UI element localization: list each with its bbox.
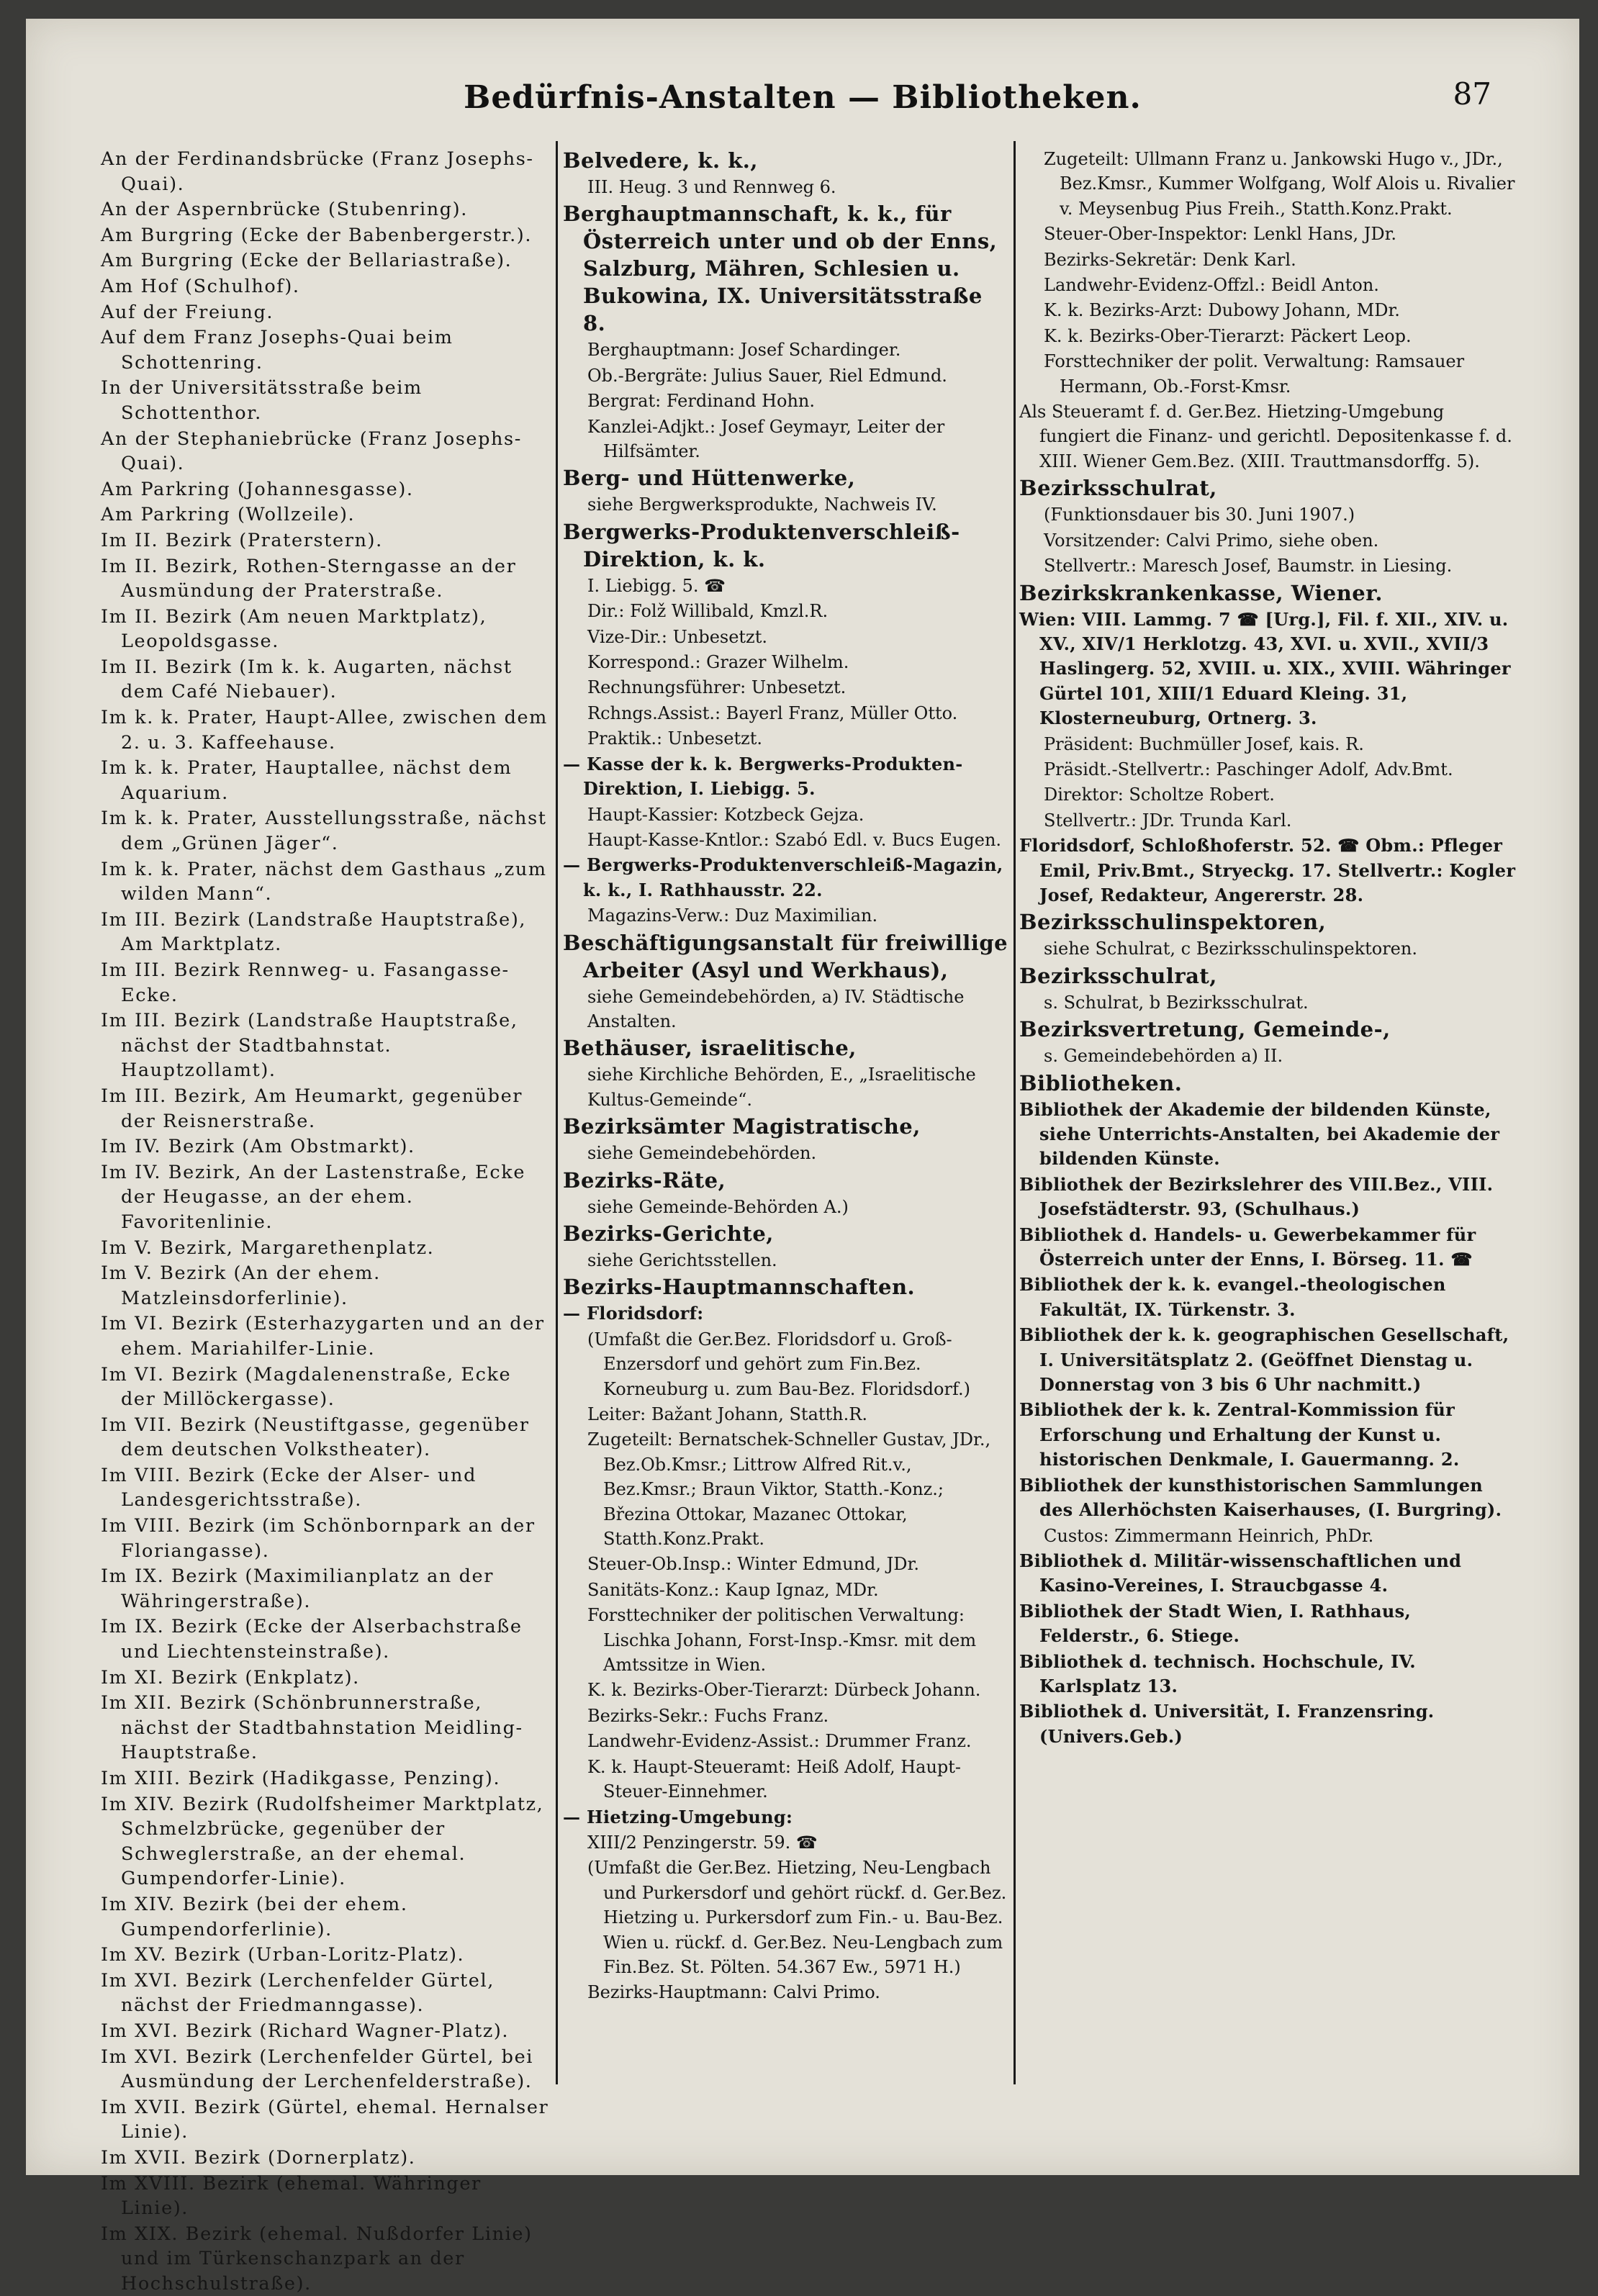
location-entry: Im VI. Bezirk (Esterhazygarten und an der ehem. Mariahilfer-Linie. <box>101 1313 545 1360</box>
detail-line: Berghauptmann: Josef Schardinger. <box>587 340 901 361</box>
subsection-heading: Bibliothek d. Handels- u. Gewerbekammer für Österreich unter der Enns, I. Börseg. 11. ☎ <box>1019 1224 1476 1270</box>
page-number: 87 <box>1453 76 1491 112</box>
location-entry: Im II. Bezirk (Am neuen Marktplatz), Leopoldsgasse. <box>101 605 487 653</box>
location-entry: Im II. Bezirk (Im k. k. Augarten, nächst dem Café Niebauer). <box>101 656 513 703</box>
subsection-heading: — Kasse der k. k. Bergwerks-Produkten-Direktion, I. Liebigg. 5. <box>563 753 963 800</box>
subsection-heading: Bibliothek der k. k. evangel.-theologischen Fakultät, IX. Türkenstr. 3. <box>1019 1274 1446 1320</box>
reference-line: siehe Gerichtsstellen. <box>587 1249 777 1270</box>
reference-line: s. Gemeindebehörden a) II. <box>1044 1046 1283 1067</box>
detail-line: Forsttechniker der politischen Verwaltung: Lischka Johann, Forst-Insp.-Kmsr. mit dem Amtssitze in Wien. <box>587 1605 977 1676</box>
location-entry: Im k. k. Prater, Hauptallee, nächst dem Aquarium. <box>101 757 513 804</box>
section-heading: Bezirks-Hauptmannschaften. <box>563 1275 916 1300</box>
subsection-heading: Bibliothek der Akademie der bildenden Künste, siehe Unterrichts-Anstalten, bei Akademie der bildenden Künste. <box>1019 1098 1500 1170</box>
detail-line: K. k. Bezirks-Ober-Tierarzt: Päckert Leop. <box>1044 325 1412 346</box>
page-title: Bedürfnis-Anstalten — Bibliotheken. <box>464 79 1142 116</box>
subsection-heading: Bibliothek der kunsthistorischen Sammlungen des Allerhöchsten Kaiserhauses, (I. Burgring). <box>1019 1474 1502 1521</box>
location-entry: Im VIII. Bezirk (Ecke der Alser- und Landesgerichtsstraße). <box>101 1464 477 1511</box>
section-heading: Bezirksschulinspektoren, <box>1019 910 1327 935</box>
location-entry: Im III. Bezirk Rennweg- u. Fasangasse-Ecke. <box>101 959 510 1006</box>
section-heading: Bezirksämter Magistratische, <box>563 1114 921 1139</box>
page-header <box>26 76 1579 137</box>
location-entry: Im II. Bezirk, Rothen-Sterngasse an der Ausmündung der Praterstraße. <box>101 555 517 602</box>
location-entry: Im VII. Bezirk (Neustiftgasse, gegenüber dem deutschen Volkstheater). <box>101 1414 530 1461</box>
location-entry: Im XIV. Bezirk (bei der ehem. Gumpendorferlinie). <box>101 1893 408 1940</box>
reference-line: siehe Gemeindebehörden, a) IV. Städtische Anstalten. <box>587 986 965 1031</box>
location-entry: Im VI. Bezirk (Magdalenenstraße, Ecke der Millöckergasse). <box>101 1363 512 1411</box>
section-heading: Bezirksschulrat, <box>1019 963 1217 988</box>
detail-line: K. k. Bezirks-Ober-Tierarzt: Dürbeck Johann. <box>587 1680 981 1701</box>
section-heading: Bezirks-Gerichte, <box>563 1221 774 1246</box>
detail-line: Bezirks-Sekr.: Fuchs Franz. <box>587 1705 829 1726</box>
location-entry: Im XVI. Bezirk (Richard Wagner-Platz). <box>101 2020 510 2042</box>
detail-line: Stellvertr.: Maresch Josef, Baumstr. in Liesing. <box>1044 556 1453 577</box>
subsection-heading: Bibliothek d. technisch. Hochschule, IV. Karlsplatz 13. <box>1019 1650 1416 1696</box>
subsection-heading: Bibliothek d. Universität, I. Franzensring. (Univers.Geb.) <box>1019 1701 1435 1747</box>
location-entry: Auf dem Franz Josephs-Quai beim Schottenring. <box>101 327 453 374</box>
subsection-heading: Floridsdorf, Schloßhoferstr. 52. ☎ Obm.: Pfleger Emil, Priv.Bmt., Stryeckg. 17. Stellvertr.: Kogler Josef, Redakteur, Angererstr. 28. <box>1019 835 1516 905</box>
detail-line: Steuer-Ob.Insp.: Winter Edmund, JDr. <box>587 1554 919 1575</box>
column-divider <box>556 141 558 2084</box>
detail-line: Leiter: Bažant Johann, Statth.R. <box>587 1404 867 1424</box>
subsection-heading: — Bergwerks-Produktenverschleiß-Magazin, k. k., I. Rathhausstr. 22. <box>563 854 1003 900</box>
reference-line: III. Heug. 3 und Rennweg 6. <box>587 177 836 197</box>
subsection-heading: Bibliothek der k. k. geographischen Gesellschaft, I. Universitätsplatz 2. (Geöffnet Dienstag u. Donnerstag von 3 bis 6 Uhr nachmitt.) <box>1019 1324 1509 1396</box>
location-entry: Am Parkring (Johannesgasse). <box>101 478 414 500</box>
reference-line: siehe Schulrat, c Bezirksschulinspektoren. <box>1044 939 1417 959</box>
location-entry: Im XVII. Bezirk (Dornerplatz). <box>101 2146 416 2169</box>
detail-line: Forsttechniker der polit. Verwaltung: Ramsauer Hermann, Ob.-Forst-Kmsr. <box>1044 351 1465 397</box>
location-entry: Im XIV. Bezirk (Rudolfsheimer Marktplatz, Schmelzbrücke, gegenüber der Schweglerstraße, an der ehemal. Gumpendorfer-Linie). <box>101 1793 544 1890</box>
section-heading: Berghauptmannschaft, k. k., für Österreich unter und ob der Enns, Salzburg, Mähren, Schlesien u. Bukowina, IX. Universitätsstraße 8. <box>563 202 998 336</box>
location-entry: Im XIX. Bezirk (ehemal. Nußdorfer Linie) und im Türkenschanzpark an der Hochschulstraße). <box>101 2223 533 2295</box>
detail-line: (Umfaßt die Ger.Bez. Hietzing, Neu-Lengbach und Purkersdorf und gehört rückf. d. Ger.Bez. Hietzing u. Purkersdorf zum Fin.- u. Bau-Bez. Wien u. rückf. d. Ger.Bez. Neu-Lengbach zum Fin.Bez. St. Pölten. 54.367 Ew., 5971 H.) <box>587 1858 1007 1977</box>
location-entry: Am Burgring (Ecke der Babenbergerstr.). <box>101 224 533 246</box>
reference-line: siehe Gemeindebehörden. <box>587 1143 817 1164</box>
subsection-heading: Bibliothek der Bezirkslehrer des VIII.Bez., VIII. Josefstädterstr. 93, (Schulhaus.) <box>1019 1173 1494 1220</box>
subsection-heading: Bibliothek d. Militär-wissenschaftlichen und Kasino-Vereines, I. Straucbgasse 4. <box>1019 1550 1462 1596</box>
subsection-heading: Bibliothek der k. k. Zentral-Kommission für Erforschung und Erhaltung der Kunst u. historischen Denkmale, I. Gauermanng. 2. <box>1019 1399 1460 1470</box>
location-entry: Im XI. Bezirk (Enkplatz). <box>101 1666 360 1689</box>
location-entry: An der Aspernbrücke (Stubenring). <box>101 199 468 221</box>
detail-line: Präsident: Buchmüller Josef, kais. R. <box>1044 733 1364 754</box>
reference-line: XIII/2 Penzingerstr. 59. ☎ <box>587 1832 818 1853</box>
section-heading: Bezirksvertretung, Gemeinde-, <box>1019 1017 1391 1042</box>
location-entry: Am Burgring (Ecke der Bellariastraße). <box>101 250 513 272</box>
reference-line: (Funktionsdauer bis 30. Juni 1907.) <box>1044 505 1355 525</box>
location-entry: Am Parkring (Wollzeile). <box>101 504 356 526</box>
location-entry: Im V. Bezirk (An der ehem. Matzleinsdorferlinie). <box>101 1262 381 1309</box>
location-entry: Im XVII. Bezirk (Gürtel, ehemal. Hernalser Linie). <box>101 2096 549 2143</box>
detail-line: Sanitäts-Konz.: Kaup Ignaz, MDr. <box>587 1579 879 1600</box>
location-entry: Im IV. Bezirk (Am Obstmarkt). <box>101 1136 415 1158</box>
detail-line: Stellvertr.: JDr. Trunda Karl. <box>1044 810 1292 831</box>
section-heading: Bezirksschulrat, <box>1019 476 1217 501</box>
reference-line: I. Liebigg. 5. ☎ <box>587 575 726 596</box>
detail-line: Haupt-Kassier: Kotzbeck Gejza. <box>587 804 865 825</box>
location-entry: Im IX. Bezirk (Maximilianplatz an der Währingerstraße). <box>101 1565 495 1612</box>
location-entry: Im XV. Bezirk (Urban-Loritz-Platz). <box>101 1944 465 1966</box>
location-entry: Im VIII. Bezirk (im Schönbornpark an der Floriangasse). <box>101 1515 536 1562</box>
section-heading: Belvedere, k. k., <box>563 148 759 173</box>
detail-line: Vize-Dir.: Unbesetzt. <box>587 626 767 647</box>
detail-line: (Umfaßt die Ger.Bez. Floridsdorf u. Groß-Enzersdorf und gehört zum Fin.Bez. Korneuburg u. zum Bau-Bez. Floridsdorf.) <box>587 1329 970 1399</box>
location-entry: Im II. Bezirk (Praterstern). <box>101 529 383 551</box>
location-entry: Im k. k. Prater, Ausstellungsstraße, nächst dem „Grünen Jäger“. <box>101 808 547 855</box>
detail-line: Zugeteilt: Ullmann Franz u. Jankowski Hugo v., JDr., Bez.Kmsr., Kummer Wolfgang, Wolf Alois u. Rivalier v. Meysenbug Pius Freih., Statth.Konz.Prakt. <box>1044 149 1515 219</box>
detail-line: Präsidt.-Stellvertr.: Paschinger Adolf, Adv.Bmt. <box>1044 759 1453 779</box>
column-divider <box>1014 141 1016 2084</box>
location-entry: Im XIII. Bezirk (Hadikgasse, Penzing). <box>101 1768 501 1789</box>
detail-line: Kanzlei-Adjkt.: Josef Geymayr, Leiter der Hilfsämter. <box>587 416 945 462</box>
detail-line: Rchngs.Assist.: Bayerl Franz, Müller Otto. <box>587 702 958 723</box>
reference-line: siehe Bergwerksprodukte, Nachweis IV. <box>587 494 937 515</box>
detail-line: Korrespond.: Grazer Wilhelm. <box>587 652 849 673</box>
subsection-heading: — Hietzing-Umgebung: <box>563 1806 793 1827</box>
location-entry: Im k. k. Prater, Haupt-Allee, zwischen dem 2. u. 3. Kaffeehause. <box>101 707 548 754</box>
location-entry: Im IV. Bezirk, An der Lastenstraße, Ecke der Heugasse, an der ehem. Favoritenlinie. <box>101 1161 526 1233</box>
section-heading: Bergwerks-Produktenverschleiß-Direktion, k. k. <box>563 519 960 571</box>
detail-line: Zugeteilt: Bernatschek-Schneller Gustav, JDr., Bez.Ob.Kmsr.; Littrow Alfred Rit.v., Bez.Kmsr.; Braun Viktor, Statth.-Konz.; Březina Ottokar, Mazanec Ottokar, Statth.Konz.Prakt. <box>587 1429 991 1550</box>
location-entry: Im III. Bezirk (Landstraße Hauptstraße), Am Marktplatz. <box>101 908 527 956</box>
location-entry: Am Hof (Schulhof). <box>101 275 300 297</box>
section-heading: Bibliotheken. <box>1019 1070 1183 1095</box>
location-entry: Auf der Freiung. <box>101 301 274 323</box>
subsection-heading: Wien: VIII. Lammg. 7 ☎ [Urg.], Fil. f. XII., XIV. u. XV., XIV/1 Herklotzg. 43, XVI. u. XVII., XVII/3 Haslingerg. 52, XVIII. u. XIX., XVIII. Währinger Gürtel 101, XIII/1 Eduard Kleing. 31, Klosterneuburg, Ortnerg. 3. <box>1019 608 1511 729</box>
detail-line: Haupt-Kasse-Kntlor.: Szabó Edl. v. Bucs Eugen. <box>587 829 1002 850</box>
subsection-heading: Bibliothek der Stadt Wien, I. Rathhaus, Felderstr., 6. Stiege. <box>1019 1600 1412 1647</box>
location-entry: Im XII. Bezirk (Schönbrunnerstraße, nächst der Stadtbahnstation Meidling-Hauptstraße. <box>101 1692 523 1764</box>
subsection-heading: — Floridsdorf: <box>563 1303 704 1324</box>
detail-line: Ob.-Bergräte: Julius Sauer, Riel Edmund. <box>587 365 947 386</box>
reference-line: siehe Kirchliche Behörden, E., „Israelitische Kultus-Gemeinde“. <box>587 1065 976 1110</box>
location-entry: In der Universitätsstraße beim Schottenthor. <box>101 377 423 424</box>
document-page <box>26 19 1579 2295</box>
detail-line: K. k. Bezirks-Arzt: Dubowy Johann, MDr. <box>1044 300 1400 321</box>
location-entry: Im k. k. Prater, nächst dem Gasthaus „zum wilden Mann“. <box>101 858 547 905</box>
detail-line: Landwehr-Evidenz-Offzl.: Beidl Anton. <box>1044 275 1379 296</box>
detail-line: Bergrat: Ferdinand Hohn. <box>587 391 816 412</box>
reference-line: s. Schulrat, b Bezirksschulrat. <box>1044 992 1309 1013</box>
detail-line: Bezirks-Sekretär: Denk Karl. <box>1044 249 1296 270</box>
detail-line: Magazins-Verw.: Duz Maximilian. <box>587 905 878 926</box>
section-heading: Bezirks-Räte, <box>563 1167 726 1193</box>
column-left <box>101 147 553 2295</box>
detail-line: Direktor: Scholtze Robert. <box>1044 785 1275 805</box>
column-middle <box>563 147 1009 2105</box>
section-heading: Bethäuser, israelitische, <box>563 1036 857 1061</box>
entry-text: Als Steueramt f. d. Ger.Bez. Hietzing-Umgebung fungiert die Finanz- und gerichtl. Depositenkasse f. d. XIII. Wiener Gem.Bez. (XIII. Trauttmansdorffg. 5). <box>1019 402 1512 471</box>
detail-line: Praktik.: Unbesetzt. <box>587 728 763 749</box>
location-entry: Im XVI. Bezirk (Lerchenfelder Gürtel, nächst der Friedmanngasse). <box>101 1969 495 2017</box>
detail-line: K. k. Haupt-Steueramt: Heiß Adolf, Haupt-Steuer-Einnehmer. <box>587 1756 962 1802</box>
location-entry: Im V. Bezirk, Margarethenplatz. <box>101 1237 435 1259</box>
location-entry: Im III. Bezirk, Am Heumarkt, gegenüber der Reisnerstraße. <box>101 1085 523 1132</box>
location-entry: An der Stephaniebrücke (Franz Josephs-Quai). <box>101 428 522 475</box>
detail-line: Steuer-Ober-Inspektor: Lenkl Hans, JDr. <box>1044 224 1397 245</box>
column-right <box>1019 147 1516 2105</box>
reference-line: siehe Gemeinde-Behörden A.) <box>587 1196 849 1217</box>
section-heading: Berg- und Hüttenwerke, <box>563 466 856 491</box>
section-heading: Bezirkskrankenkasse, Wiener. <box>1019 580 1383 605</box>
detail-line: Vorsitzender: Calvi Primo, siehe oben. <box>1044 530 1379 551</box>
location-entry: Im XVIII. Bezirk (ehemal. Währinger Linie). <box>101 2172 482 2220</box>
section-heading: Beschäftigungsanstalt für freiwillige Arbeiter (Asyl und Werkhaus), <box>563 930 1008 982</box>
location-entry: An der Ferdinandsbrücke (Franz Josephs-Quai). <box>101 148 534 195</box>
detail-line: Rechnungsführer: Unbesetzt. <box>587 677 847 698</box>
location-entry: Im IX. Bezirk (Ecke der Alserbachstraße und Liechtensteinstraße). <box>101 1616 523 1663</box>
location-entry: Im XVI. Bezirk (Lerchenfelder Gürtel, bei Ausmündung der Lerchenfelderstraße). <box>101 2046 534 2093</box>
detail-line: Custos: Zimmermann Heinrich, PhDr. <box>1044 1525 1374 1546</box>
detail-line: Landwehr-Evidenz-Assist.: Drummer Franz. <box>587 1731 972 1752</box>
location-entry: Im III. Bezirk (Landstraße Hauptstraße, nächst der Stadtbahnstat. Hauptzollamt). <box>101 1010 518 1082</box>
detail-line: Dir.: Folž Willibald, Kmzl.R. <box>587 601 829 622</box>
detail-line: Bezirks-Hauptmann: Calvi Primo. <box>587 1982 880 2003</box>
